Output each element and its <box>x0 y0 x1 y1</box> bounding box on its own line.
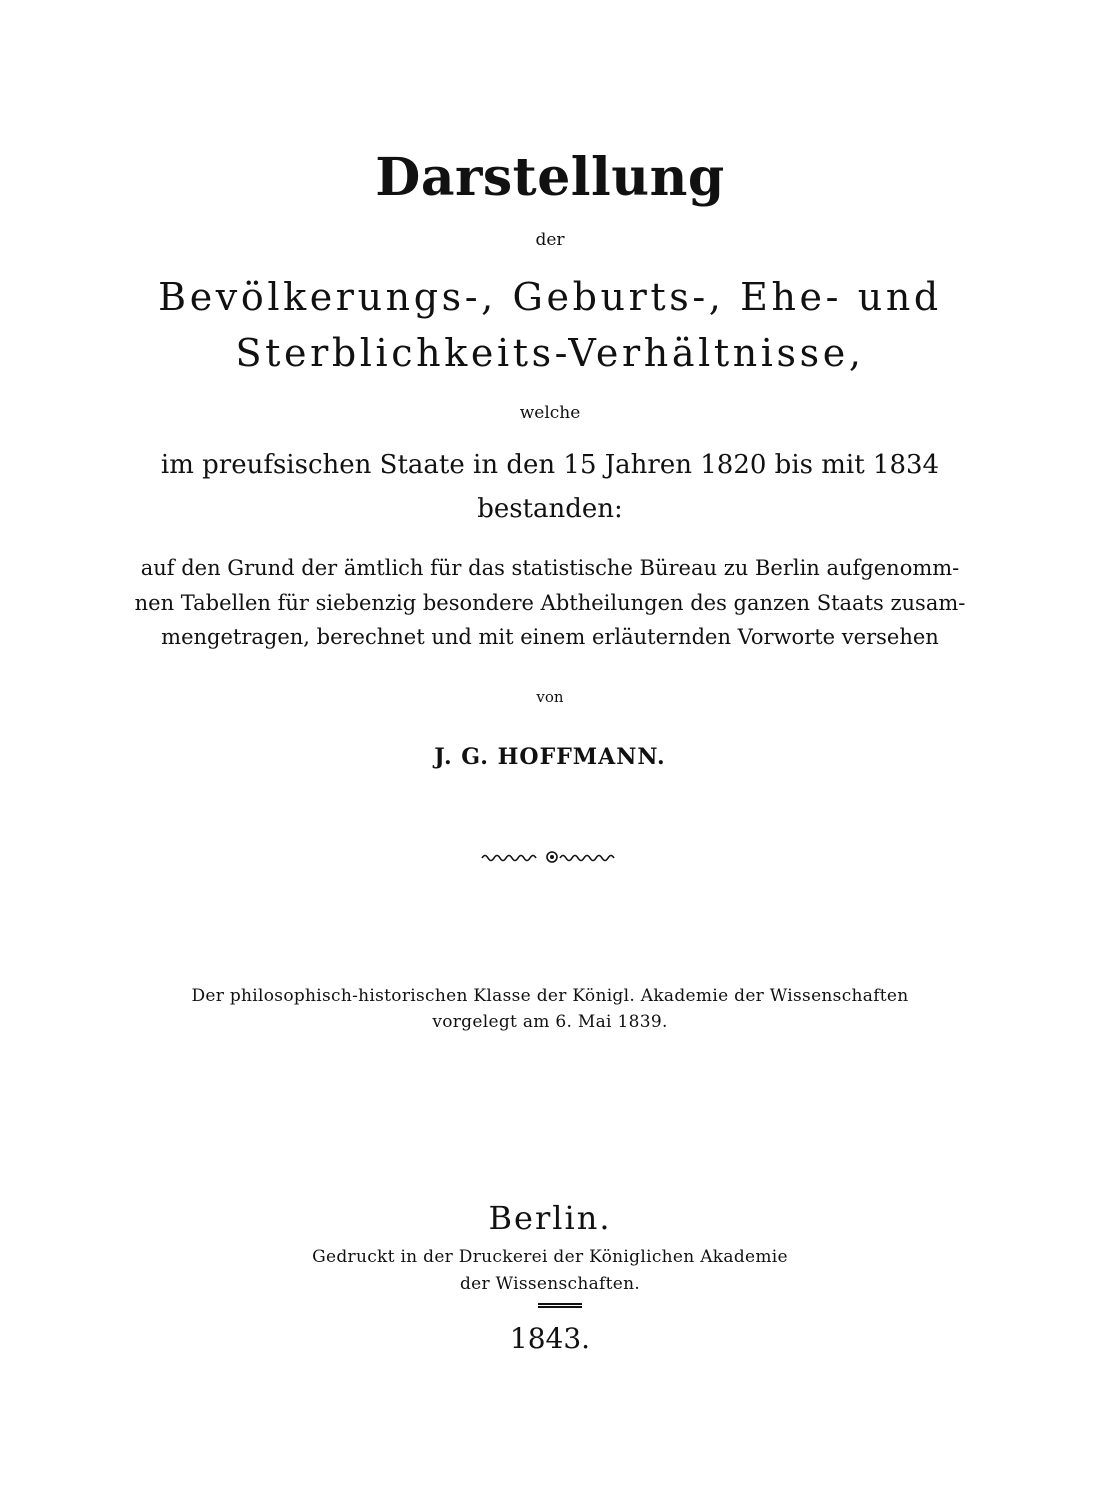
publication-year: 1843. <box>509 1322 591 1355</box>
page-title: Darstellung <box>375 147 725 208</box>
connector-von: von <box>536 688 564 706</box>
scope-line-1: im preufsischen Staate in den 15 Jahren 1820 bis mit 1834 <box>160 450 940 480</box>
basis-line-3: mengetragen, berechnet und mit einem erläuternden Vorworte versehen <box>161 625 939 649</box>
scope-line-2: bestanden: <box>477 494 623 524</box>
subtitle-line-2: Sterblichkeits-Verhältnisse, <box>235 331 865 375</box>
presentation-note-line-1: Der philosophisch-historischen Klasse der Königl. Akademie der Wissenschaften <box>191 986 909 1006</box>
connector-der: der <box>535 230 565 250</box>
author-name: J. G. HOFFMANN. <box>434 744 666 770</box>
ornament-swash-icon <box>480 846 624 866</box>
double-rule-divider <box>538 1303 582 1308</box>
connector-welche: welche <box>519 403 581 423</box>
printer-line-2: der Wissenschaften. <box>459 1274 641 1294</box>
publication-place: Berlin. <box>488 1199 612 1237</box>
subtitle-line-1: Bevölkerungs-, Geburts-, Ehe- und <box>158 275 942 319</box>
printer-line-1: Gedruckt in der Druckerei der Königlichen Akademie <box>312 1247 788 1267</box>
basis-line-1: auf den Grund der ämtlich für das statistische Büreau zu Berlin aufgenomm- <box>140 556 960 580</box>
presentation-note-line-2: vorgelegt am 6. Mai 1839. <box>432 1012 668 1032</box>
basis-line-2: nen Tabellen für siebenzig besondere Abtheilungen des ganzen Staats zusam- <box>134 591 966 615</box>
